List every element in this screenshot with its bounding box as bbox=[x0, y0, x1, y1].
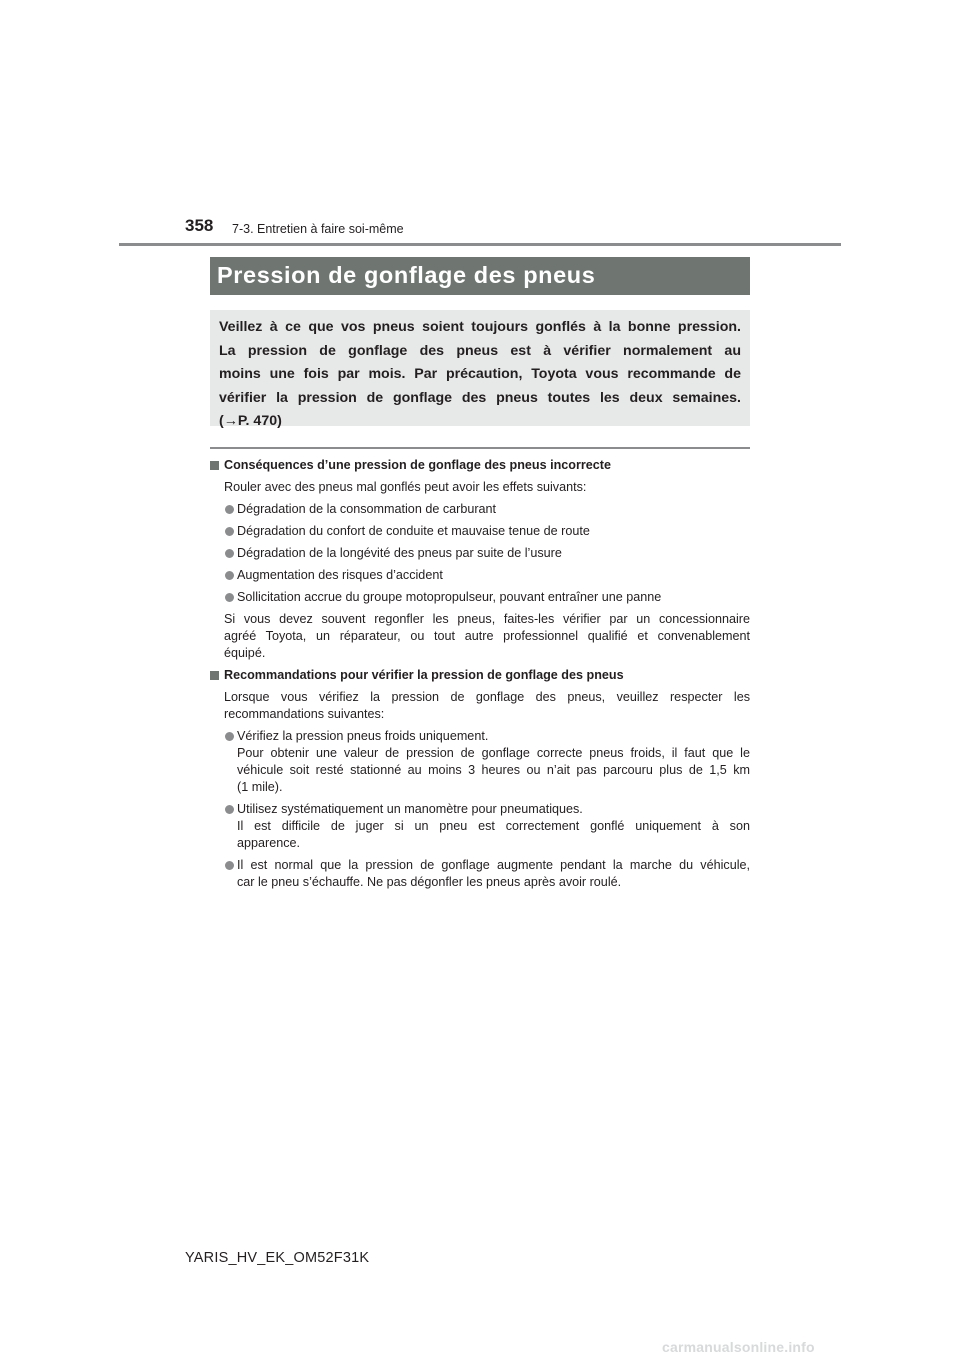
note-line: équipé. bbox=[224, 646, 266, 660]
bullet-line: car le pneu s’échauffe. Ne pas dégonfler les pneus après avoir roulé. bbox=[237, 875, 622, 889]
circle-bullet-icon bbox=[225, 549, 234, 558]
bullet-line: Vérifiez la pression pneus froids uniquement. bbox=[237, 729, 489, 743]
paragraph bbox=[210, 689, 750, 723]
intro-line: vérifier la pression de gonflage des pneus toutes les deux semaines. bbox=[219, 389, 741, 406]
bullet-text: Dégradation de la longévité des pneus par suite de l’usure bbox=[237, 546, 562, 560]
bullet-line: Il est difficile de juger si un pneu est correctement gonflé uniquement à son bbox=[237, 819, 750, 833]
bullet-item bbox=[210, 523, 750, 540]
note-line: agréé Toyota, un réparateur, ou tout autre professionnel qualifié et convenablement bbox=[224, 629, 750, 643]
circle-bullet-icon bbox=[225, 805, 234, 814]
bullet-text: Augmentation des risques d’accident bbox=[237, 568, 443, 582]
document-code: YARIS_HV_EK_OM52F31K bbox=[185, 1250, 370, 1266]
bullet-item bbox=[210, 857, 750, 891]
bullet-text: Dégradation de la consommation de carburant bbox=[237, 502, 497, 516]
bullet-item bbox=[210, 801, 750, 852]
bullet-line: Il est normal que la pression de gonflage augmente pendant la marche du véhicule, bbox=[237, 858, 750, 872]
note-line: Si vous devez souvent regonfler les pneus, faites-les vérifier par un concessionnaire bbox=[224, 612, 750, 626]
circle-bullet-icon bbox=[225, 732, 234, 741]
circle-bullet-icon bbox=[225, 593, 234, 602]
bullet-item bbox=[210, 728, 750, 796]
bullet-item bbox=[210, 545, 750, 562]
bullet-line: (1 mile). bbox=[237, 780, 283, 794]
intro-line: La pression de gonflage des pneus est à vérifier normalement au bbox=[219, 342, 741, 359]
bullet-text: Dégradation du confort de conduite et mauvaise tenue de route bbox=[237, 524, 590, 538]
section-reference: 7-3. Entretien à faire soi-même bbox=[232, 222, 404, 236]
intro-box bbox=[210, 310, 750, 429]
note-paragraph bbox=[210, 611, 750, 662]
bullet-item bbox=[210, 501, 750, 518]
bullet-line: Utilisez systématiquement un manomètre pour pneumatiques. bbox=[237, 802, 583, 816]
bullet-line: apparence. bbox=[237, 836, 301, 850]
paragraph-line: recommandations suivantes: bbox=[224, 707, 385, 721]
square-bullet-icon bbox=[210, 671, 219, 680]
watermark: carmanualsonline.info bbox=[662, 1339, 815, 1355]
square-bullet-icon bbox=[210, 461, 219, 470]
intro-line: moins une fois par mois. Par précaution, Toyota vous recommande de bbox=[219, 366, 741, 382]
bullet-item bbox=[210, 589, 750, 606]
content bbox=[210, 457, 750, 891]
circle-bullet-icon bbox=[225, 571, 234, 580]
bullet-text: Sollicitation accrue du groupe motopropulseur, pouvant entraîner une panne bbox=[237, 590, 662, 604]
title-bar bbox=[210, 257, 750, 295]
bullet-line: Pour obtenir une valeur de pression de gonflage correcte pneus froids, il faut que le bbox=[237, 746, 750, 760]
page-title: Pression de gonflage des pneus bbox=[217, 262, 596, 288]
bullet-item bbox=[210, 567, 750, 584]
paragraph-line: Lorsque vous vérifiez la pression de gonflage des pneus, veuillez respecter les bbox=[224, 690, 750, 704]
paragraph: Rouler avec des pneus mal gonflés peut avoir les effets suivants: bbox=[224, 480, 587, 494]
subheading-text: Conséquences d’une pression de gonflage des pneus incorrecte bbox=[224, 458, 611, 472]
subheading-recommendations bbox=[210, 667, 750, 684]
circle-bullet-icon bbox=[225, 505, 234, 514]
circle-bullet-icon bbox=[225, 861, 234, 870]
page-number: 358 bbox=[185, 216, 214, 235]
section-divider bbox=[210, 447, 750, 449]
circle-bullet-icon bbox=[225, 527, 234, 536]
header-rule bbox=[119, 243, 841, 246]
intro-line: Veillez à ce que vos pneus soient toujours gonflés à la bonne pression. bbox=[219, 319, 741, 335]
intro-page-reference: (→P. 470) bbox=[219, 413, 282, 429]
subheading-text: Recommandations pour vérifier la pression de gonflage des pneus bbox=[224, 668, 624, 682]
subheading-consequences bbox=[210, 457, 750, 474]
bullet-line: véhicule soit resté stationné au moins 3 heures ou n’ait pas parcouru plus de 1,5 km bbox=[237, 763, 750, 777]
